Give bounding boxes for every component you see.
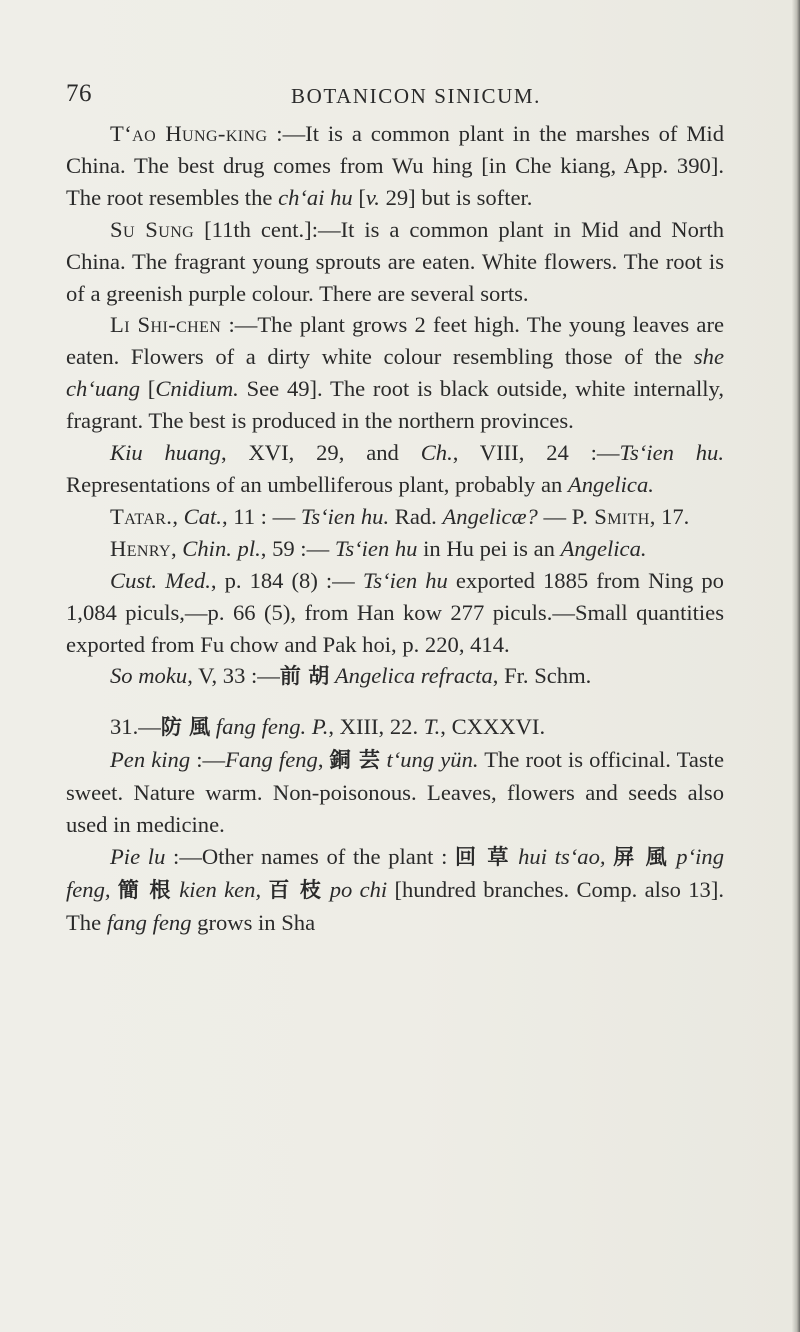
paragraph-su-sung: Su Sung [11th cent.]:—It is a common plant in Mid and North China. The fragrant young sprouts are eaten. White flowers. The root is of a greenish purple colour. There are several sorts. — [66, 216, 724, 306]
chinese-characters: 回 草 — [455, 844, 511, 869]
paragraph-pen-king: Pen king :—Fang feng, 銅 芸 t‘ung yün. The root is officinal. Taste sweet. Nature warm. Non-poisonous. Leaves, flowers and seeds also used in medicine. — [66, 747, 724, 838]
entry-31-heading: 31.—防 風 fang feng. P., XIII, 22. T., CXXXVI. — [110, 714, 546, 740]
source-title: Kiu huang — [110, 440, 221, 466]
paragraph-li-shi-chen: Li Shi-chen :—The plant grows 2 feet high. The young leaves are eaten. Flowers of a dirty white colour resembling those of the she ch‘uang [Cnidium. See 49]. The root is black outside, white internally, fragrant. The best is produced in the northern provinces. — [66, 312, 724, 434]
chinese-characters: 百 枝 — [268, 877, 323, 902]
paragraph-tatar: Tatar., Cat., 11 : — Ts‘ien hu. Rad. Angelicæ? — P. Smith, 17. — [110, 503, 690, 529]
page-header — [66, 80, 726, 114]
chinese-characters: 銅 芸 — [329, 748, 381, 773]
chinese-characters: 防 風 — [160, 715, 211, 740]
page-body — [66, 118, 724, 939]
chinese-characters: 簡 根 — [117, 877, 172, 902]
paragraph-so-moku: So moku, V, 33 :—前 胡 Angelica refracta, Fr. Schm. — [110, 663, 592, 689]
paragraph-kiu-huang: Kiu huang, XVI, 29, and Ch., VIII, 24 :—Ts‘ien hu. Representations of an umbelliferous plant, probably an Angelica. — [66, 440, 724, 497]
source-title: Cust. Med. — [110, 567, 211, 593]
author-name: T‘ao Hung-king — [110, 121, 268, 146]
author-name: Henry — [110, 535, 171, 561]
entry-number: 31.— — [110, 714, 161, 740]
source-title: So moku — [110, 663, 188, 689]
paragraph-tao-hung-king: T‘ao Hung-king :—It is a common plant in the marshes of Mid China. The best drug comes from Wu hing [in Che kiang, App. 390]. The root resembles the ch‘ai hu [v. 29] but is softer. — [66, 121, 724, 210]
author-name: Li Shi-chen — [110, 312, 222, 338]
source-title: Pie lu — [110, 843, 166, 869]
running-title: BOTANICON SINICUM. — [291, 84, 541, 108]
paragraph-henry: Henry, Chin. pl., 59 :— Ts‘ien hu in Hu pei is an Angelica. — [110, 535, 647, 561]
chinese-characters: 前 胡 — [279, 664, 330, 689]
page-number: 76 — [66, 80, 92, 107]
author-name: Tatar. — [110, 503, 173, 529]
page-edge-shadow — [792, 0, 800, 1332]
paragraph-cust-med: Cust. Med., p. 184 (8) :— Ts‘ien hu exported 1885 from Ning po 1,084 piculs,—p. 66 (5), from Han kow 277 piculs.—Small quantities exported from Fu chow and Pak hoi, p. 220, 414. — [66, 567, 724, 657]
source-title: Pen king — [110, 747, 191, 773]
paragraph-pie-lu: Pie lu :—Other names of the plant : 回 草 hui ts‘ao, 屏 風 p‘ing feng, 簡 根 kien ken, 百 枝 po chi [hundred branches. Comp. also 13]. The fang feng grows in Sha — [66, 843, 724, 935]
author-name: Su Sung — [110, 216, 195, 242]
chinese-characters: 屏 風 — [613, 844, 669, 869]
